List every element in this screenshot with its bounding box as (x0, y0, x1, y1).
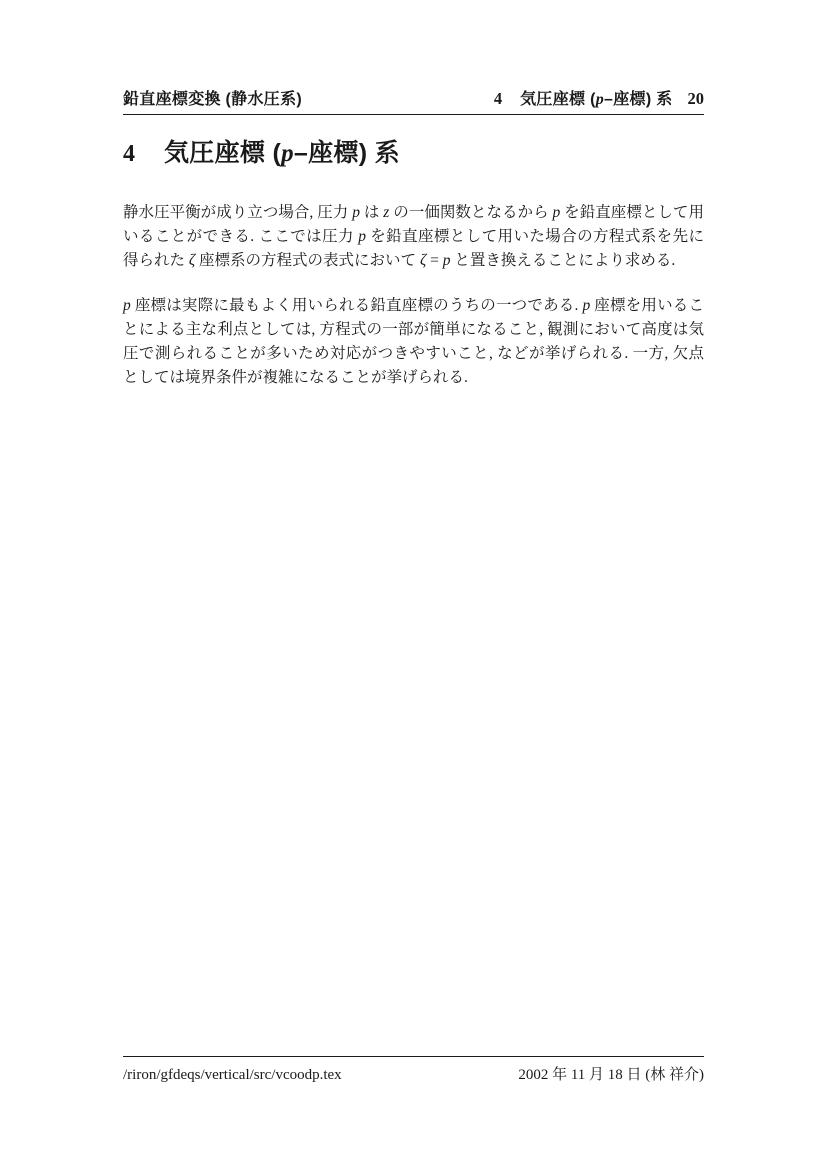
page-footer (123, 1056, 704, 1084)
section-heading (123, 140, 400, 168)
header-section-number: 4 (493, 89, 503, 108)
page-number: 20 (687, 89, 704, 108)
header-left-title: 鉛直座標変換 (静水圧系) (123, 91, 303, 108)
header-section-title: 気圧座標 (p–座標) 系 (520, 91, 673, 108)
footer-date-author: 2002 年 11 月 18 日 (林 祥介) (518, 1067, 704, 1083)
footer-file-path: /riron/gfdeqs/vertical/src/vcoodp.tex (123, 1067, 342, 1083)
paragraph-2: p 座標は実際に最もよく用いられる鉛直座標のうちの一つである. p 座標を用いることによる主な利点としては, 方程式の一部が簡単になること, 観測において高度は気圧で測られることが多いため対応がつきやすいこと, などが挙げられる. 一方, 欠点としては境界条件が複雑になることが挙げられる. (123, 297, 704, 386)
paragraph-1: 静水圧平衡が成り立つ場合, 圧力 p は z の一価関数となるから p を鉛直座標として用いることができる. ここでは圧力 p を鉛直座標として用いた場合の方程式系を先に得られた ζ 座標系の方程式の表式において ζ = p と置き換えることにより求める. (123, 204, 704, 269)
header-right (494, 86, 704, 109)
page-header (123, 86, 704, 115)
section-number: 4 (123, 141, 135, 167)
section-title: 気圧座標 (p–座標) 系 (164, 139, 400, 167)
body-text (123, 201, 704, 390)
